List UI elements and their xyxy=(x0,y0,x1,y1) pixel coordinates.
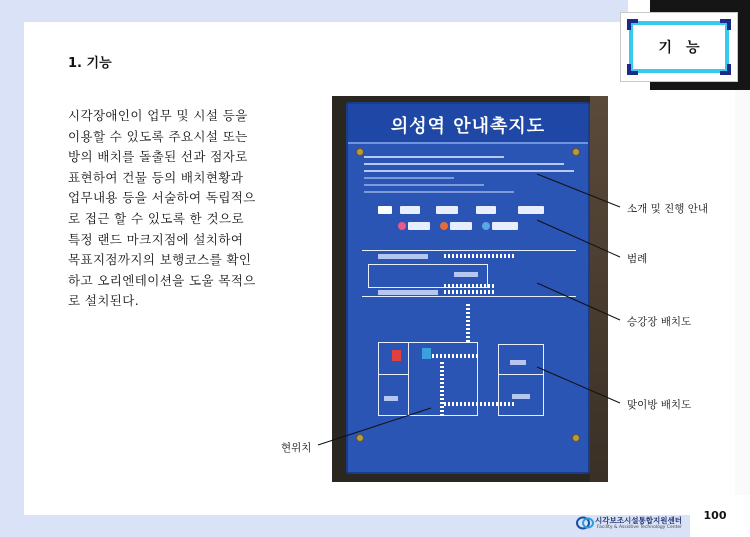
top-decor-band xyxy=(0,0,628,22)
body-line: 방의 배치를 돌출된 선과 점자로 xyxy=(68,149,248,165)
body-line: 업무내용 등을 서술하여 독립적으 xyxy=(68,190,256,206)
restroom-icon xyxy=(392,350,401,361)
restroom-icon xyxy=(422,348,431,359)
organization-name-en: Facility & Assistive Technology Center xyxy=(597,525,682,530)
section-tab xyxy=(620,12,738,82)
page-number: 100 xyxy=(703,509,727,522)
annotation-waiting-room: 맞이방 배치도 xyxy=(627,399,692,411)
body-line: 특정 랜드 마크지점에 설치하여 xyxy=(68,231,244,247)
screw-icon xyxy=(356,434,364,442)
office-outline xyxy=(498,344,544,416)
body-line: 이용할 수 있도록 주요시설 또는 xyxy=(68,128,248,144)
sign-legend xyxy=(378,204,578,240)
body-paragraph xyxy=(68,106,288,312)
body-line: 로 접근 할 수 있도록 한 것으로 xyxy=(68,210,244,226)
left-decor-band xyxy=(0,0,24,537)
body-line: 표현하여 건물 등의 배치현황과 xyxy=(68,169,244,185)
section-tab-label: 기능 xyxy=(658,40,714,56)
tactile-map-sign xyxy=(346,102,590,474)
tactile-map-photo xyxy=(332,96,608,482)
annotation-platform: 승강장 배치도 xyxy=(627,316,692,328)
organization-logo-icon xyxy=(576,516,594,530)
body-line: 하고 오리엔테이션을 도울 목적으 xyxy=(68,272,256,288)
annotation-legend: 범례 xyxy=(627,253,648,265)
section-title: 1. 기능 xyxy=(68,56,112,71)
sign-intro-text xyxy=(364,156,579,198)
annotation-current-location: 현위치 xyxy=(281,442,312,454)
organization-name-kr: 시각보조시설통합지원센터 xyxy=(595,516,682,525)
page-number-box xyxy=(690,495,740,535)
body-line: 로 설치된다. xyxy=(68,293,140,309)
screw-icon xyxy=(572,148,580,156)
sign-title: 의성역 안내촉지도 xyxy=(390,116,546,137)
section-tab-frame xyxy=(629,21,729,73)
body-line: 시각장애인이 업무 및 시설 등을 xyxy=(68,108,248,123)
screw-icon xyxy=(356,148,364,156)
annotation-intro: 소개 및 진행 안내 xyxy=(627,203,709,215)
right-decor-strip xyxy=(735,90,750,495)
screw-icon xyxy=(572,434,580,442)
body-line: 목표지점까지의 보행코스를 확인 xyxy=(68,252,252,268)
